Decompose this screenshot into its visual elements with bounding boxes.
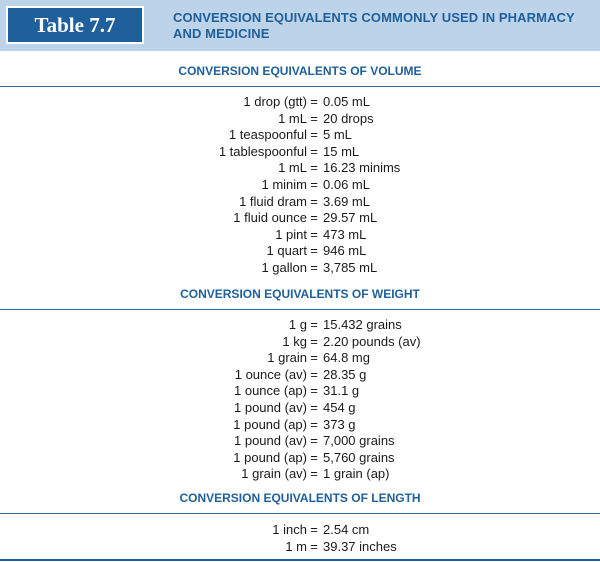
conversion-row bbox=[0, 127, 600, 144]
conversion-rhs: 5,760 grains bbox=[323, 449, 395, 465]
equals-sign: = bbox=[310, 449, 318, 465]
volume-section-heading: CONVERSION EQUIVALENTS OF VOLUME bbox=[178, 64, 422, 78]
conversion-rhs: 473 mL bbox=[323, 226, 367, 242]
conversion-rhs: 20 drops bbox=[323, 110, 374, 126]
conversion-rhs: 5 mL bbox=[323, 127, 352, 143]
equals-sign: = bbox=[310, 522, 318, 537]
equals-sign: = bbox=[310, 210, 318, 226]
conversion-row bbox=[0, 522, 600, 539]
conversion-row bbox=[0, 450, 600, 467]
equals-sign: = bbox=[310, 127, 318, 143]
conversion-row bbox=[0, 177, 600, 194]
conversion-rhs: 7,000 grains bbox=[323, 433, 395, 449]
conversion-rhs: 2.20 pounds (av) bbox=[323, 333, 421, 349]
conversion-lhs: 1 ounce (av) bbox=[234, 366, 307, 382]
equals-sign: = bbox=[310, 383, 318, 399]
conversion-row bbox=[0, 94, 600, 111]
conversion-lhs: 1 g bbox=[288, 317, 307, 332]
conversion-row bbox=[0, 334, 600, 351]
conversion-lhs: 1 fluid dram bbox=[239, 193, 307, 209]
conversion-lhs: 1 fluid ounce bbox=[233, 210, 307, 226]
equals-sign: = bbox=[310, 366, 318, 382]
conversion-lhs: 1 mL bbox=[278, 110, 307, 126]
equals-sign: = bbox=[310, 350, 318, 366]
conversion-lhs: 1 ounce (ap) bbox=[234, 383, 307, 399]
conversion-row bbox=[0, 160, 600, 177]
conversion-lhs: 1 pound (av) bbox=[234, 433, 307, 449]
conversion-row bbox=[0, 260, 600, 277]
conversion-lhs: 1 quart bbox=[266, 243, 307, 259]
weight-section-rule bbox=[0, 309, 600, 310]
conversion-rhs: 0.06 mL bbox=[323, 176, 370, 192]
conversion-rhs: 3.69 mL bbox=[323, 193, 370, 209]
conversion-row bbox=[0, 400, 600, 417]
conversion-lhs: 1 grain (av) bbox=[241, 466, 307, 482]
conversion-rhs: 373 g bbox=[323, 416, 356, 432]
conversion-rhs: 454 g bbox=[323, 399, 356, 415]
volume-rows bbox=[0, 94, 600, 277]
equals-sign: = bbox=[310, 433, 318, 449]
equals-sign: = bbox=[310, 317, 318, 332]
table-title-line-1: CONVERSION EQUIVALENTS COMMONLY USED IN PHARMACY bbox=[173, 10, 575, 25]
conversion-row bbox=[0, 433, 600, 450]
conversion-row bbox=[0, 210, 600, 227]
conversion-row bbox=[0, 317, 600, 334]
conversion-rhs: 31.1 g bbox=[323, 383, 360, 399]
equals-sign: = bbox=[310, 243, 318, 259]
conversion-lhs: 1 pint bbox=[275, 226, 307, 242]
conversion-rhs: 946 mL bbox=[323, 243, 367, 259]
table-header bbox=[0, 0, 600, 51]
conversion-lhs: 1 pound (ap) bbox=[233, 416, 307, 432]
conversion-row bbox=[0, 111, 600, 128]
conversion-lhs: 1 inch bbox=[272, 522, 307, 537]
conversion-row bbox=[0, 367, 600, 384]
equals-sign: = bbox=[310, 466, 318, 482]
equals-sign: = bbox=[310, 160, 318, 176]
conversion-rhs: 39.37 inches bbox=[323, 538, 397, 554]
length-rows bbox=[0, 522, 600, 555]
conversion-lhs: 1 drop (gtt) bbox=[243, 94, 307, 109]
equals-sign: = bbox=[310, 143, 318, 159]
conversion-row bbox=[0, 417, 600, 434]
conversion-rhs: 16.23 minims bbox=[323, 160, 401, 176]
conversion-lhs: 1 kg bbox=[282, 333, 307, 349]
conversion-row bbox=[0, 383, 600, 400]
equals-sign: = bbox=[310, 399, 318, 415]
conversion-row bbox=[0, 243, 600, 260]
volume-section-rule bbox=[0, 86, 600, 87]
equals-sign: = bbox=[310, 333, 318, 349]
equals-sign: = bbox=[310, 110, 318, 126]
conversion-lhs: 1 grain bbox=[267, 350, 307, 366]
conversion-rhs: 15.432 grains bbox=[323, 317, 402, 332]
conversion-rhs: 28.35 g bbox=[323, 366, 367, 382]
table-title bbox=[173, 10, 593, 42]
conversion-lhs: 1 pound (ap) bbox=[233, 449, 307, 465]
table-number-label: Table 7.7 bbox=[6, 6, 144, 44]
conversion-rhs: 1 grain (ap) bbox=[323, 466, 390, 482]
equals-sign: = bbox=[310, 259, 318, 275]
conversion-lhs: 1 teaspoonful bbox=[228, 127, 307, 143]
conversion-row bbox=[0, 227, 600, 244]
conversion-rhs: 0.05 mL bbox=[323, 94, 370, 109]
conversion-lhs: 1 tablespoonful bbox=[218, 143, 307, 159]
equals-sign: = bbox=[310, 176, 318, 192]
conversion-rhs: 64.8 mg bbox=[323, 350, 370, 366]
conversion-rhs: 29.57 mL bbox=[323, 210, 378, 226]
conversion-rhs: 3,785 mL bbox=[323, 259, 378, 275]
equals-sign: = bbox=[310, 94, 318, 109]
conversion-rhs: 15 mL bbox=[323, 143, 360, 159]
conversion-lhs: 1 pound (av) bbox=[234, 399, 307, 415]
conversion-lhs: 1 mL bbox=[278, 160, 307, 176]
conversion-lhs: 1 gallon bbox=[261, 259, 307, 275]
weight-rows bbox=[0, 317, 600, 483]
conversion-row bbox=[0, 350, 600, 367]
equals-sign: = bbox=[310, 226, 318, 242]
conversion-rhs: 2.54 cm bbox=[323, 522, 370, 537]
conversion-lhs: 1 m bbox=[285, 538, 307, 554]
equals-sign: = bbox=[310, 538, 318, 554]
length-section-heading: CONVERSION EQUIVALENTS OF LENGTH bbox=[179, 491, 421, 505]
table-title-line-2: AND MEDICINE bbox=[173, 26, 270, 41]
equals-sign: = bbox=[310, 416, 318, 432]
weight-section-heading: CONVERSION EQUIVALENTS OF WEIGHT bbox=[180, 287, 420, 301]
equals-sign: = bbox=[310, 193, 318, 209]
table-bottom-rule bbox=[0, 559, 600, 561]
length-section-rule bbox=[0, 513, 600, 514]
conversion-row bbox=[0, 539, 600, 556]
conversion-row bbox=[0, 194, 600, 211]
conversion-lhs: 1 minim bbox=[261, 176, 307, 192]
conversion-row bbox=[0, 466, 600, 483]
conversion-row bbox=[0, 144, 600, 161]
